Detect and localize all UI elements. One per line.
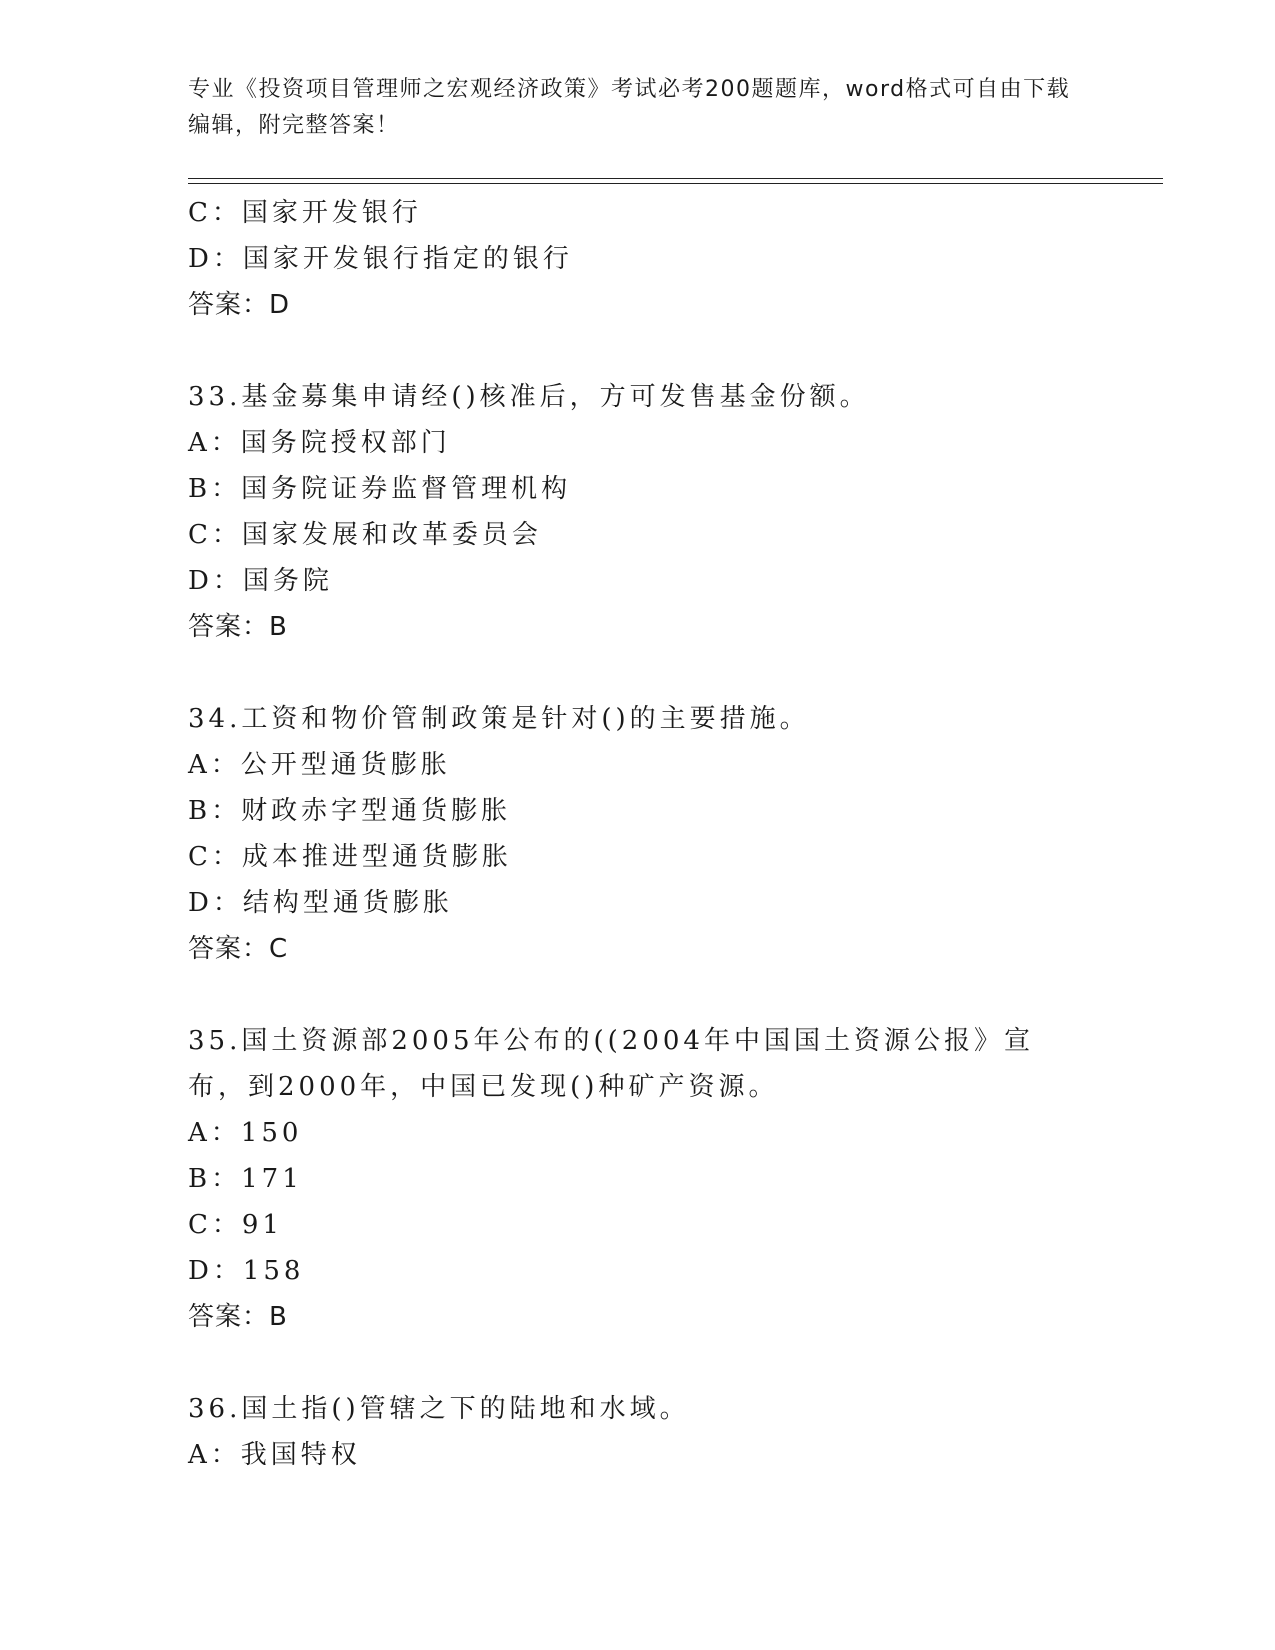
option-b: B：国务院证券监督管理机构 bbox=[188, 474, 572, 504]
spacer bbox=[188, 972, 1078, 1018]
question-32-tail bbox=[188, 190, 1078, 328]
answer: 答案：B bbox=[188, 1302, 288, 1332]
question-text: 34.工资和物价管制政策是针对()的主要措施。 bbox=[188, 704, 810, 734]
spacer bbox=[188, 328, 1078, 374]
answer: 答案：D bbox=[188, 290, 291, 320]
answer: 答案：C bbox=[188, 934, 289, 964]
option-c: C：91 bbox=[188, 1210, 283, 1240]
option-a: A：150 bbox=[188, 1118, 303, 1148]
option-d: D：国家开发银行指定的银行 bbox=[188, 244, 573, 274]
header-divider-bottom bbox=[188, 183, 1163, 184]
question-list bbox=[188, 190, 1078, 1478]
option-c: C：国家开发银行 bbox=[188, 198, 422, 228]
answer: 答案：B bbox=[188, 612, 288, 642]
option-a: A：公开型通货膨胀 bbox=[188, 750, 451, 780]
option-b: B：财政赤字型通货膨胀 bbox=[188, 796, 512, 826]
spacer bbox=[188, 1340, 1078, 1386]
option-c: C：成本推进型通货膨胀 bbox=[188, 842, 512, 872]
option-a: A：国务院授权部门 bbox=[188, 428, 451, 458]
option-b: B：171 bbox=[188, 1164, 303, 1194]
document-header: 专业《投资项目管理师之宏观经济政策》考试必考200题题库，word格式可自由下载编辑，附完整答案！ bbox=[188, 77, 1071, 138]
option-c: C：国家发展和改革委员会 bbox=[188, 520, 542, 550]
header-divider-top bbox=[188, 178, 1163, 179]
question-text: 35.国土资源部2005年公布的((2004年中国国土资源公报》宣布，到2000年，中国已发现()种矿产资源。 bbox=[188, 1026, 1034, 1102]
question-36 bbox=[188, 1386, 1078, 1478]
question-35 bbox=[188, 1018, 1078, 1340]
option-d: D：结构型通货膨胀 bbox=[188, 888, 453, 918]
option-d: D：158 bbox=[188, 1256, 305, 1286]
option-d: D：国务院 bbox=[188, 566, 333, 596]
option-a: A：我国特权 bbox=[188, 1440, 361, 1470]
spacer bbox=[188, 650, 1078, 696]
question-text: 36.国土指()管辖之下的陆地和水域。 bbox=[188, 1394, 690, 1424]
question-text: 33.基金募集申请经()核准后，方可发售基金份额。 bbox=[188, 382, 870, 412]
question-33 bbox=[188, 374, 1078, 650]
question-34 bbox=[188, 696, 1078, 972]
